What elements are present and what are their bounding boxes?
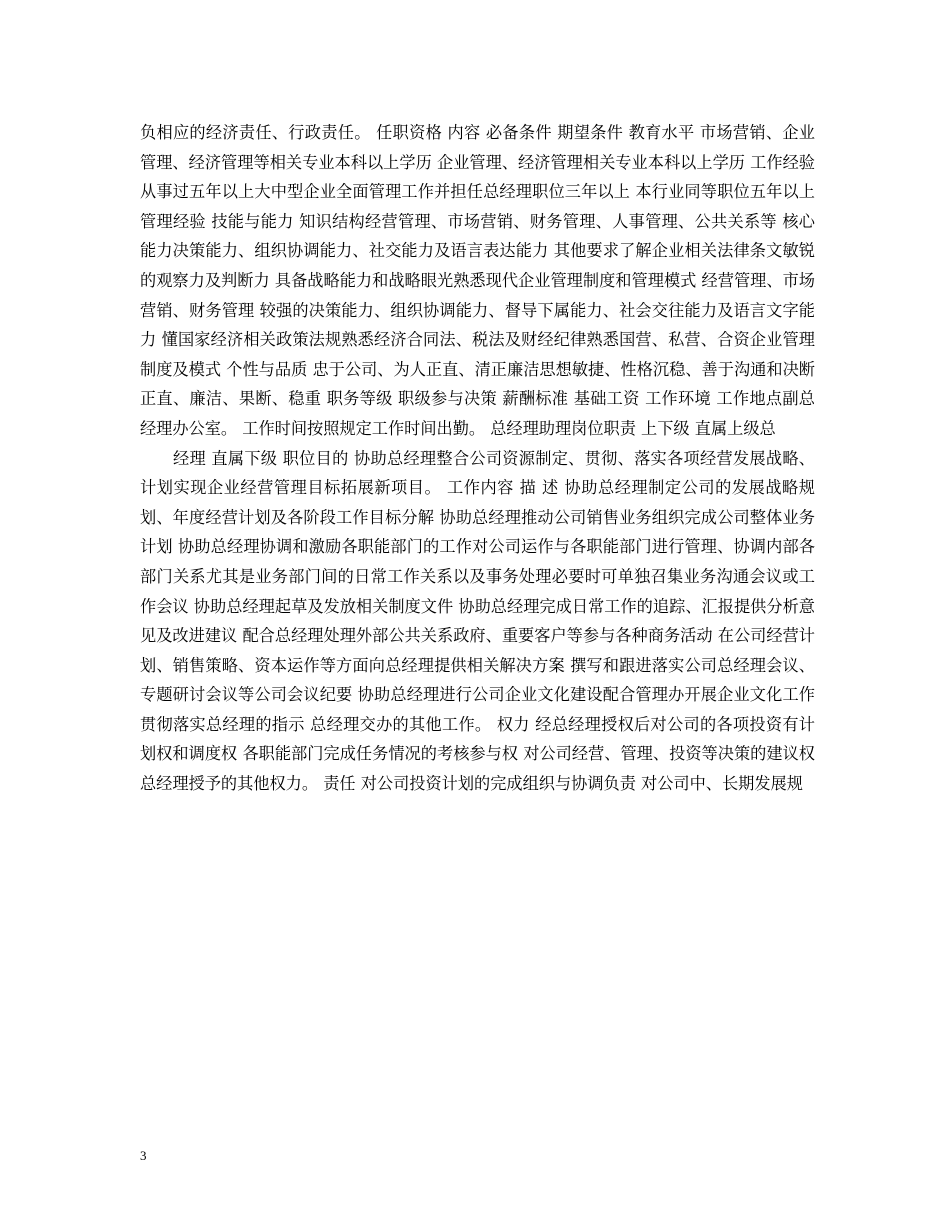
paragraph-2: 经理 直属下级 职位目的 协助总经理整合公司资源制定、贯彻、落实各项经营发展战略、计划实现企业经营管理目标拓展新项目。 工作内容 描 述 协助总经理制定公司的发展战略规划、年度经营计划及各阶段工作目标分解 协助总经理推动公司销售业务组织完成公司整体业务计划 协助总经理协调和激励各职能部门的工作对公司运作与各职能部门进行管理、协调内部各部门关系尤其是业务部门间的日常工作关系以及事务处理必要时可单独召集业务沟通会议或工作会议 协助总经理起草及发放相关制度文件 协助总经理完成日常工作的追踪、汇报提供分析意见及改进建议 配合总经理处理外部公共关系政府、重要客户等参与各种商务活动 在公司经营计划、销售策略、资本运作等方面向总经理提供相关解决方案 撰写和跟进落实公司总经理会议、专题研讨会议等公司会议纪要 协助总经理进行公司企业文化建设配合管理办开展企业文化工作 贯彻落实总经理的指示 总经理交办的其他工作。 权力 经总经理授权后对公司的各项投资有计划权和调度权 各职能部门完成任务情况的考核参与权 对公司经营、管理、投资等决策的建议权 总经理授予的其他权力。 责任 对公司投资计划的完成组织与协调负责 对公司中、长期发展规 <box>140 448 815 794</box>
body-text <box>140 118 815 799</box>
page-number: 3 <box>140 1148 147 1163</box>
paragraph-1: 负相应的经济责任、行政责任。 任职资格 内容 必备条件 期望条件 教育水平 市场营销、企业管理、经济管理等相关专业本科以上学历 企业管理、经济管理相关专业本科以上学历 工作经验 从事过五年以上大中型企业全面管理工作并担任总经理职位三年以上 本行业同等职位五年以上管理经验 技能与能力 知识结构经营管理、市场营销、财务管理、人事管理、公共关系等 核心能力决策能力、组织协调能力、社交能力及语言表达能力 其他要求了解企业相关法律条文敏锐的观察力及判断力 具备战略能力和战略眼光熟悉现代企业管理制度和管理模式 经营管理、市场营销、财务管理 较强的决策能力、组织协调能力、督导下属能力、社会交往能力及语言文字能力 懂国家经济相关政策法规熟悉经济合同法、税法及财经纪律熟悉国营、私营、合资企业管理制度及模式 个性与品质 忠于公司、为人正直、清正廉洁思想敏捷、性格沉稳、善于沟通和决断 正直、廉洁、果断、稳重 职务等级 职级参与决策 薪酬标准 基础工资 工作环境 工作地点副总经理办公室。 工作时间按照规定工作时间出勤。 总经理助理岗位职责 上下级 直属上级总 <box>140 123 815 438</box>
